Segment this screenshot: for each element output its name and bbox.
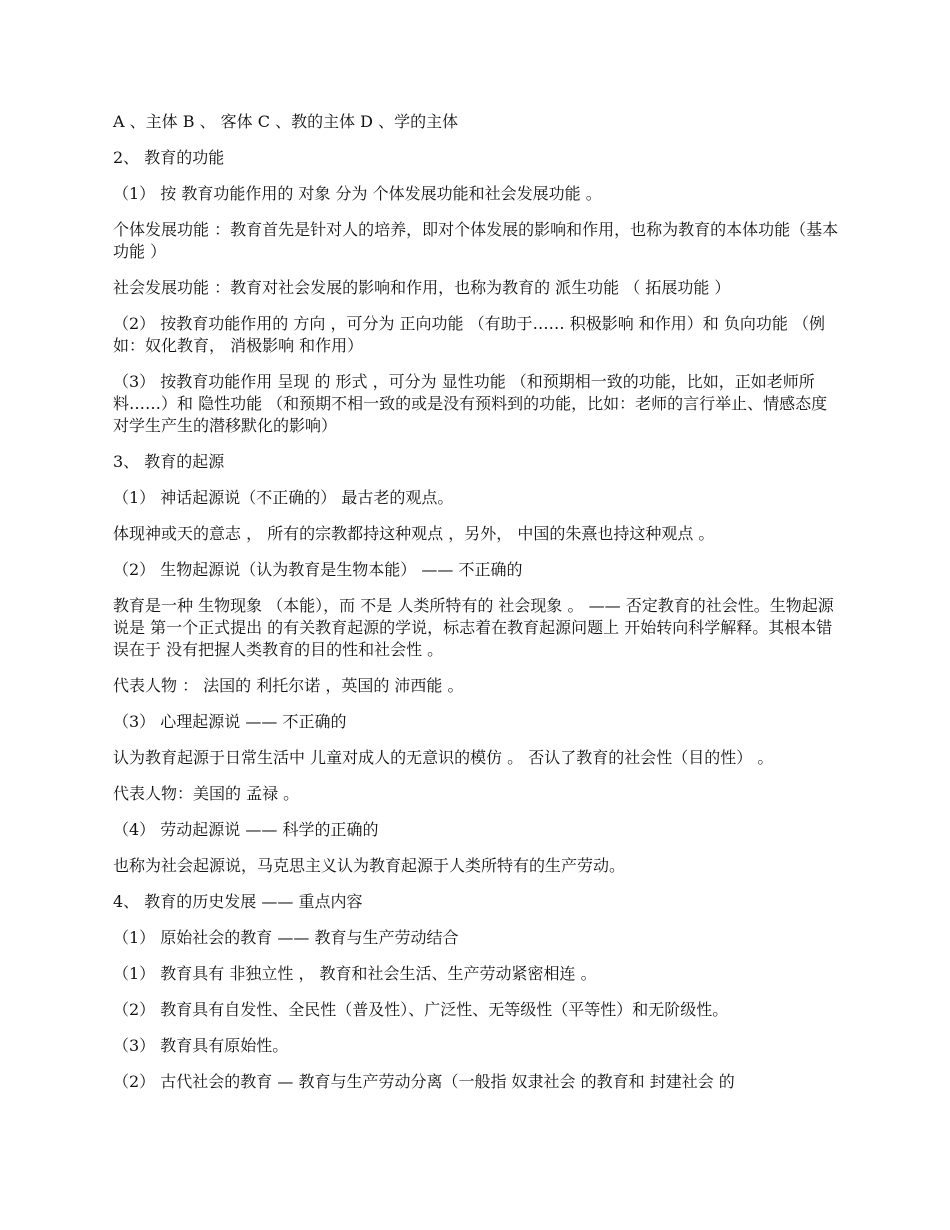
paragraph: 也称为社会起源说，马克思主义认为教育起源于人类所特有的生产劳动。 — [113, 856, 626, 875]
question-options: A 、主体 B 、 客体 C 、教的主体 D 、学的主体 — [113, 112, 459, 131]
paragraph: （2） 教育具有自发性、全民性（普及性）、广泛性、无等级性（平等性）和无阶级性。 — [113, 1000, 729, 1019]
paragraph: （3） 心理起源说 —— 不正确的 — [113, 712, 347, 731]
paragraph: （1） 原始社会的教育 —— 教育与生产劳动结合 — [113, 928, 459, 947]
paragraph: （4） 劳动起源说 —— 科学的正确的 — [113, 820, 379, 839]
paragraph: 社会发展功能 ：教育对社会发展的影响和作用，也称为教育的 派生功能 （ 拓展功能 ） — [113, 278, 731, 297]
section-heading-origin: 3、 教育的起源 — [113, 452, 225, 471]
paragraph: 代表人物 ： 法国的 利托尔诺 ，英国的 沛西能 。 — [113, 676, 464, 695]
paragraph: 个体发展功能 ：教育首先是针对人的培养，即对个体发展的影响和作用，也称为教育的本体功能（基本功能 ） — [113, 220, 839, 261]
paragraph: （1） 教育具有 非独立性 ， 教育和社会生活、生产劳动紧密相连 。 — [113, 964, 597, 983]
paragraph: 认为教育起源于日常生活中 儿童对成人的无意识的模仿 。 否认了教育的社会性（目的性） 。 — [113, 748, 774, 767]
paragraph: 教育是一种 生物现象 （本能），而 不是 人类所特有的 社会现象 。 —— 否定教育的社会性。生物起源说是 第一个正式提出 的有关教育起源的学说，标志着在教育起源问题上 开始转向科学解释。其根本错误在于 没有把握人类教育的目的性和社会性 。 — [113, 596, 834, 659]
paragraph: 代表人物：美国的 孟禄 。 — [113, 784, 300, 803]
paragraph: （2） 古代社会的教育 — 教育与生产劳动分离（一般指 奴隶社会 的教育和 封建社会 的 — [113, 1072, 735, 1091]
paragraph: （3） 教育具有原始性。 — [113, 1036, 289, 1055]
section-heading-history: 4、 教育的历史发展 —— 重点内容 — [113, 892, 363, 911]
section-heading-functions: 2、 教育的功能 — [113, 148, 225, 167]
paragraph: 体现神或天的意志 ， 所有的宗教都持这种观点 ，另外， 中国的朱熹也持这种观点 。 — [113, 524, 715, 543]
paragraph: （2） 生物起源说（认为教育是生物本能） —— 不正确的 — [113, 560, 523, 579]
document-body — [113, 111, 843, 1107]
paragraph: （1） 按 教育功能作用的 对象 分为 个体发展功能和社会发展功能 。 — [113, 184, 602, 203]
paragraph: （3） 按教育功能作用 呈现 的 形式 ，可分为 显性功能 （和预期相一致的功能，比如，正如老师所料……）和 隐性功能 （和预期不相一致的或是没有预料到的功能，比如：老师的言行举止、情感态度对学生产生的潜移默化的影响） — [113, 372, 828, 435]
paragraph: （2） 按教育功能作用的 方向 ，可分为 正向功能 （有助于…… 积极影响 和作用）和 负向功能 （例如：奴化教育， 消极影响 和作用） — [113, 314, 825, 355]
paragraph: （1） 神话起源说（不正确的） 最古老的观点。 — [113, 488, 454, 507]
